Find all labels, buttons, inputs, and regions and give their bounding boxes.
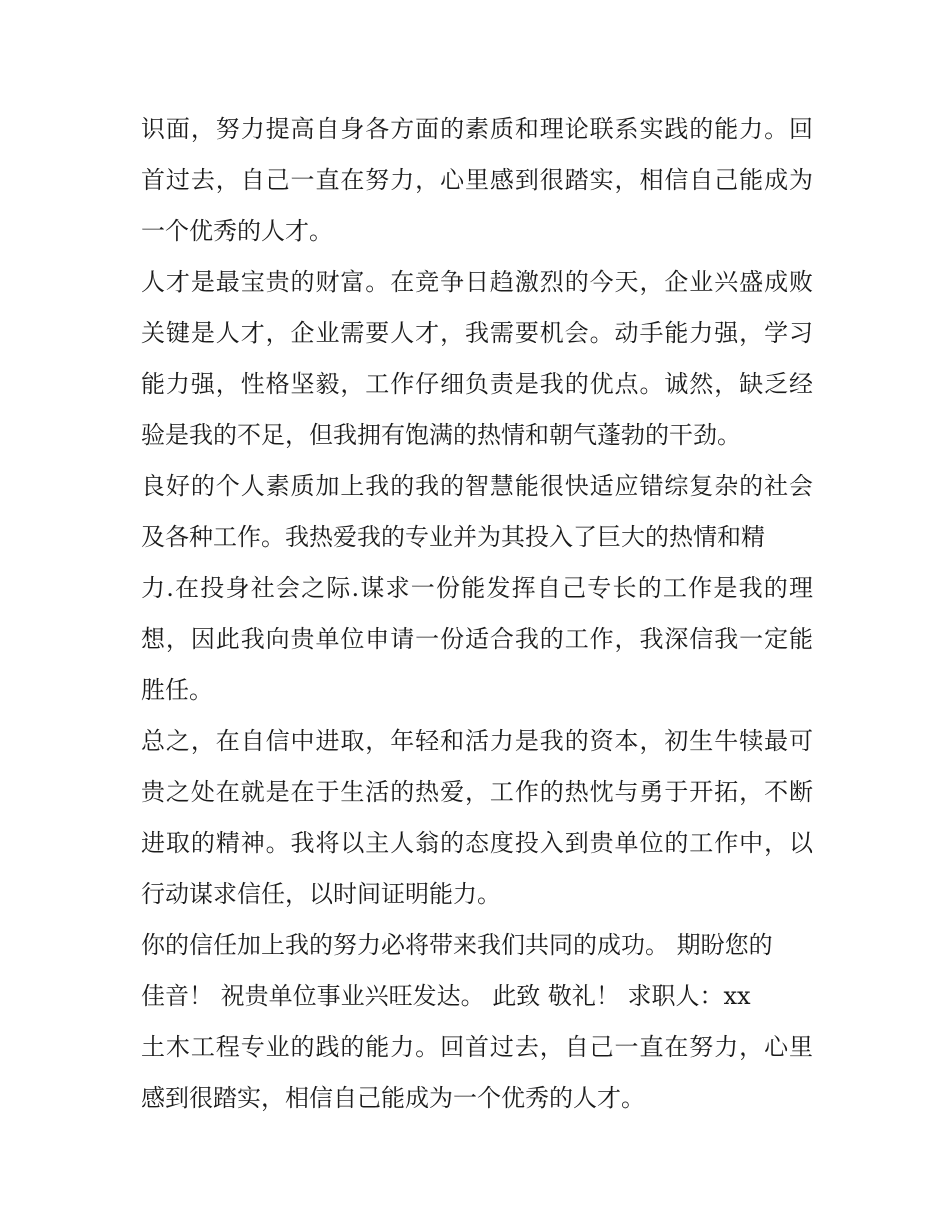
text-line: 及各种工作。我热爱我的专业并为其投入了巨大的热情和精 bbox=[141, 523, 765, 551]
text-line: 行动谋求信任，以时间证明能力。 bbox=[141, 880, 501, 908]
text-line: 胜任。 bbox=[141, 676, 213, 704]
text-line: 你的信任加上我的努力必将带来我们共同的成功。 期盼您的 bbox=[141, 931, 773, 959]
text-line: 良好的个人素质加上我的我的智慧能很快适应错综复杂的社会 bbox=[141, 472, 813, 500]
text-line: 识面，努力提高自身各方面的素质和理论联系实践的能力。回 bbox=[141, 115, 813, 143]
text-line: 一个优秀的人才。 bbox=[141, 217, 333, 245]
text-line: 感到很踏实，相信自己能成为一个优秀的人才。 bbox=[141, 1084, 645, 1112]
text-line: 能力强，性格坚毅，工作仔细负责是我的优点。诚然，缺乏经 bbox=[141, 370, 813, 398]
text-line: 力.在投身社会之际.谋求一份能发挥自己专长的工作是我的理 bbox=[141, 574, 813, 602]
document-body bbox=[141, 104, 813, 1124]
text-line: 验是我的不足，但我拥有饱满的热情和朝气蓬勃的干劲。 bbox=[141, 421, 741, 449]
text-line: 总之，在自信中进取，年轻和活力是我的资本，初生牛犊最可 bbox=[141, 727, 813, 755]
text-line: 贵之处在就是在于生活的热爱，工作的热忱与勇于开拓，不断 bbox=[141, 778, 813, 806]
text-line: 人才是最宝贵的财富。在竞争日趋激烈的今天，企业兴盛成败 bbox=[141, 268, 813, 296]
text-line: 关键是人才，企业需要人才，我需要机会。动手能力强，学习 bbox=[141, 319, 813, 347]
text-line: 佳音！ 祝贵单位事业兴旺发达。 此致 敬礼！ 求职人：xx bbox=[141, 982, 751, 1010]
text-line: 进取的精神。我将以主人翁的态度投入到贵单位的工作中，以 bbox=[141, 829, 813, 857]
text-line: 想，因此我向贵单位申请一份适合我的工作，我深信我一定能 bbox=[141, 625, 813, 653]
text-line: 土木工程专业的践的能力。回首过去，自己一直在努力，心里 bbox=[141, 1033, 813, 1061]
text-line: 首过去，自己一直在努力，心里感到很踏实，相信自己能成为 bbox=[141, 166, 813, 194]
